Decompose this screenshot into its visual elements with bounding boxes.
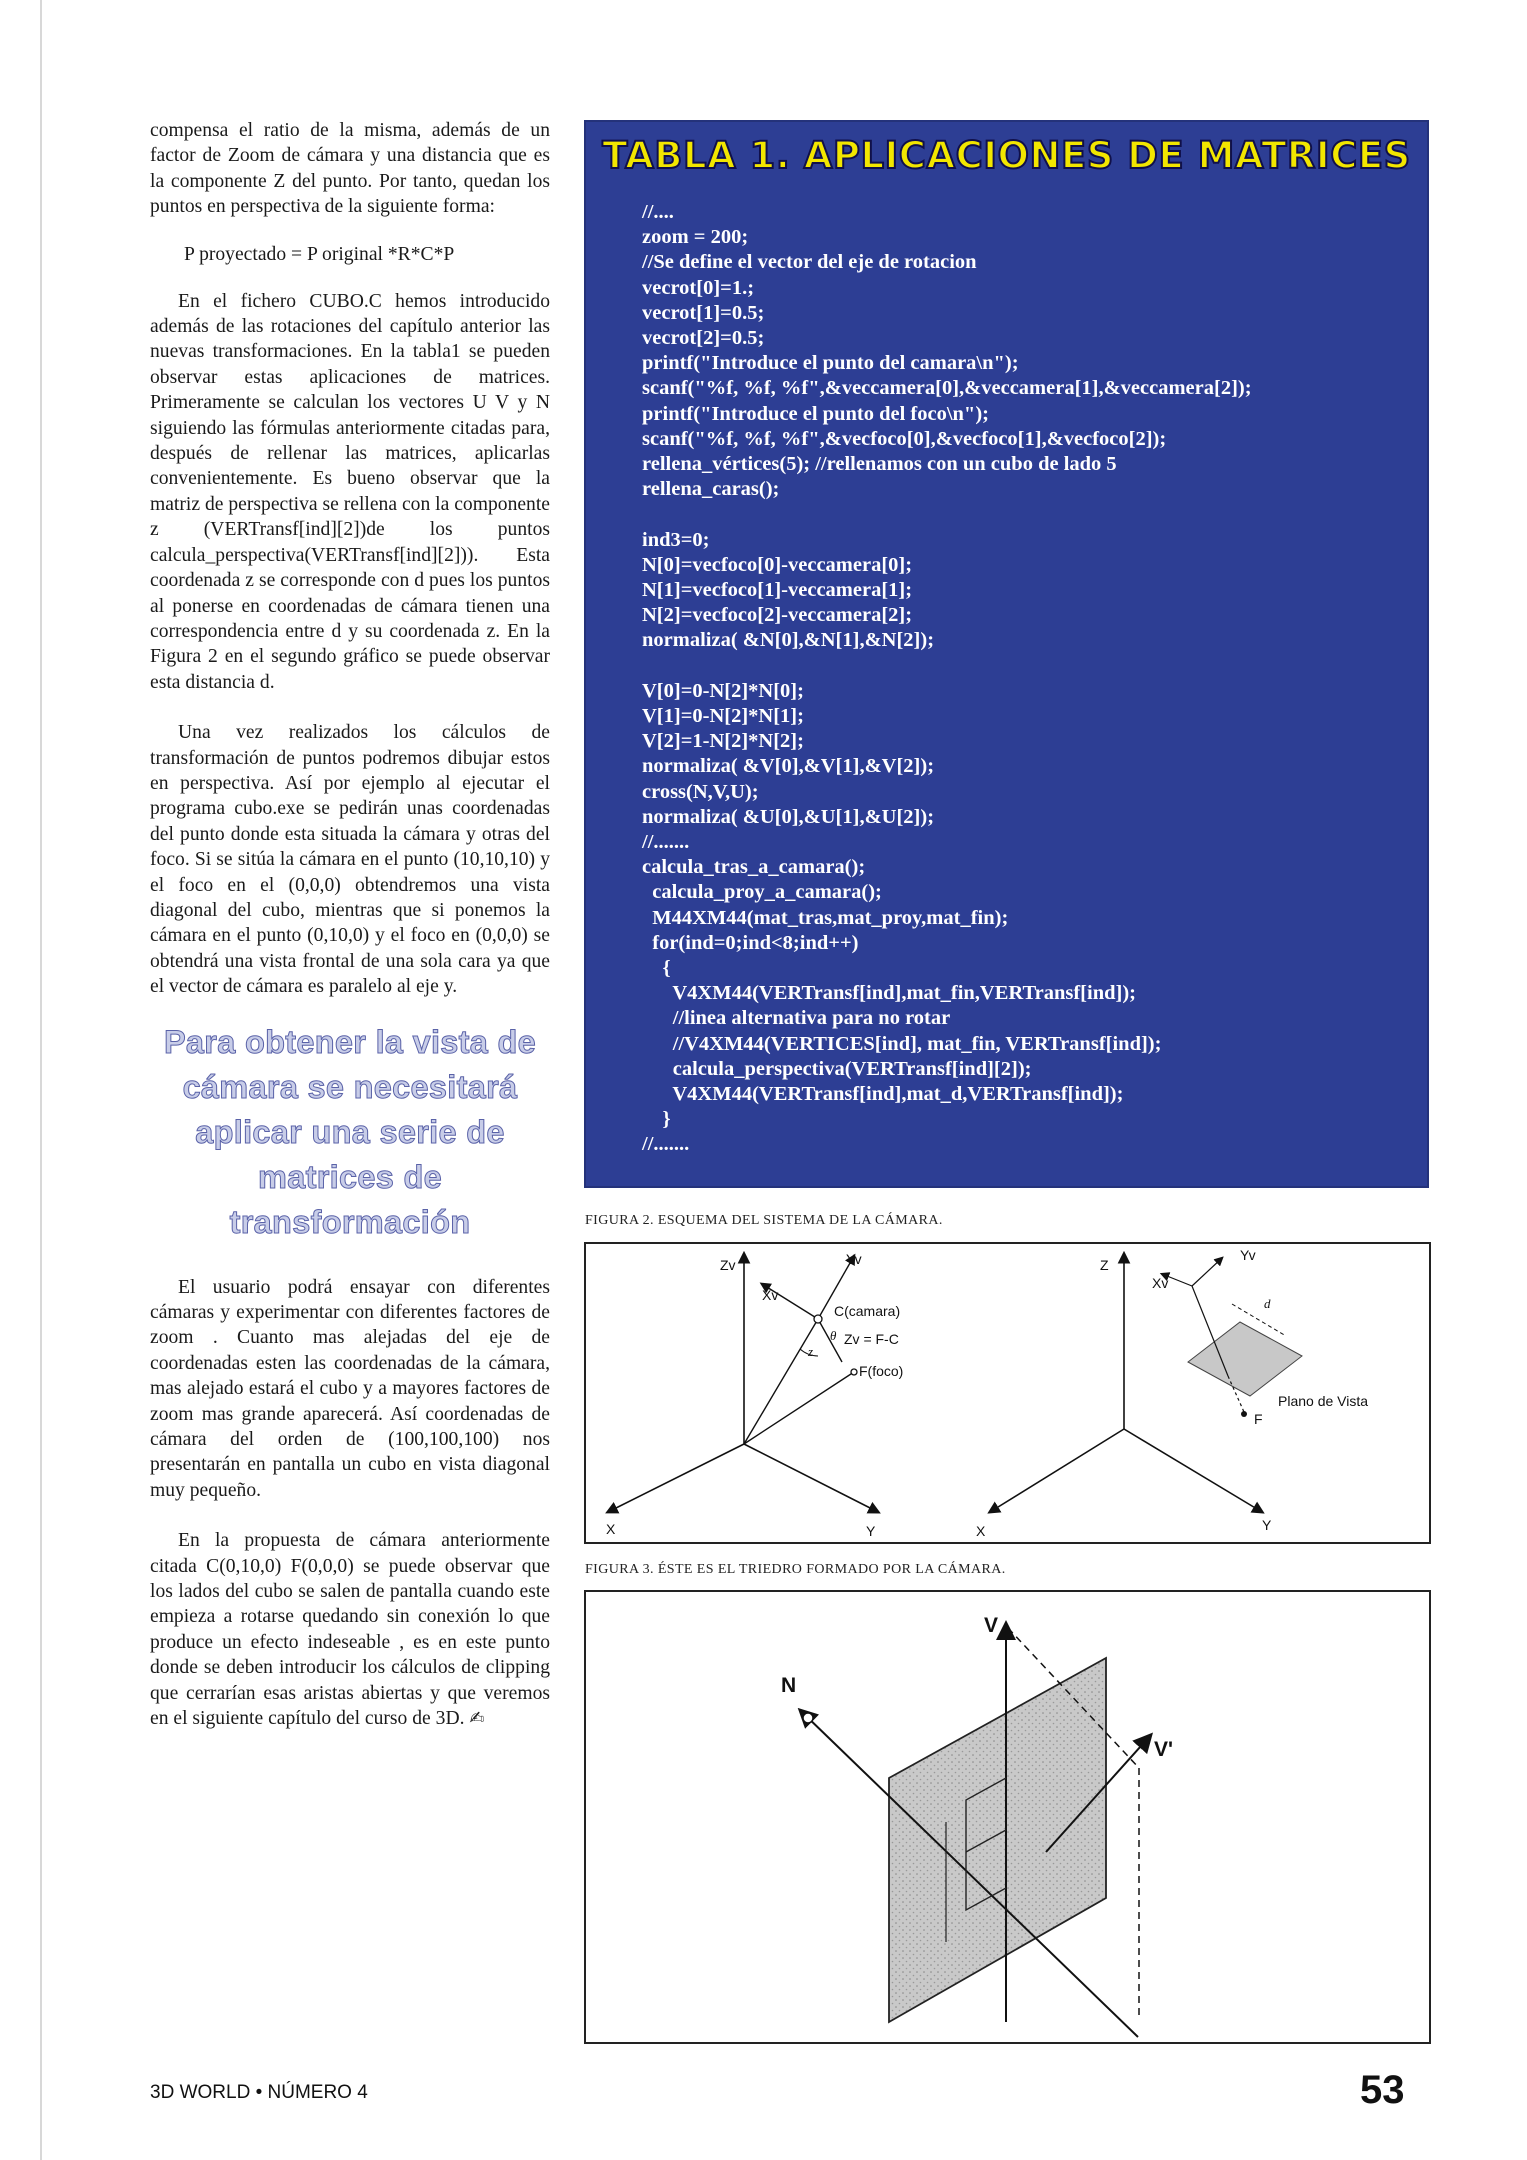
figure2-caption: FIGURA 2. ESQUEMA DEL SISTEMA DE LA CÁMARA. — [585, 1213, 943, 1228]
plano-label: Plano de Vista — [1278, 1393, 1369, 1409]
left-xv-label: Xv — [762, 1287, 779, 1303]
theta-label: θ — [830, 1328, 837, 1343]
code-line: //.... — [642, 201, 674, 223]
code-line: //linea alternativa para no rotar — [642, 1007, 951, 1030]
right-yv-label: Yv — [1240, 1247, 1256, 1263]
code-line: calcula_tras_a_camara(); — [642, 856, 866, 879]
code-line: //Se define el vector del eje de rotacion — [642, 251, 977, 274]
paragraph-zoom: El usuario podrá ensayar con diferentes cámaras y experimentar con diferentes factores de zoom . Cuanto mas alejadas del eje de coordenadas esten las coordenadas de la cámara, mas alejado estará el cubo y a mayores factores de zoom mas grande aparecerá. Así coordenadas de cámara del orden de (100,100,100) nos presentarán en pantalla un cubo en vista diagonal muy pequeño. — [150, 1276, 550, 1501]
code-line: { — [642, 957, 671, 980]
z-label: z — [808, 1344, 814, 1359]
code-line: calcula_perspectiva(VERTransf[ind][2]); — [642, 1057, 1032, 1080]
paragraph-cubo: En el fichero CUBO.C hemos introducido además de las rotaciones del capítulo anterior las nuevas transformaciones. En la tabla1 se pueden observar estas aplicaciones de matrices. Primeramente se calculan los vectores U V y N siguiendo las fórmulas anteriormente citadas para, después de rellenar las matrices, aplicarlas convenientemente. Es bueno observar que la matriz de perspectiva se rellena con la componente z (VERTransf[ind][2])de los puntos calcula_perspectiva(VERTransf[ind][2])). Esta coordenada z se corresponde con d pues los puntos al ponerse en coordenadas de cámara tienen una correspondencia entre d y su coordenada z. En la Figura 2 en el segundo gráfico se puede observar esta distancia d. — [150, 290, 550, 693]
zv-equation: Zv = F-C — [844, 1331, 899, 1347]
left-yv-label: Yv — [846, 1251, 862, 1267]
n-axis-label: N — [781, 1674, 797, 1697]
v-axis-label: V — [984, 1614, 999, 1637]
right-x-label: X — [976, 1523, 986, 1539]
right-xv-label: Xv — [1152, 1275, 1169, 1291]
camera-label: C(camara) — [834, 1303, 901, 1319]
figure3-box — [584, 1590, 1431, 2044]
right-world-axes — [990, 1254, 1262, 1512]
code-line: //....... — [642, 831, 690, 854]
code-line: vecrot[0]=1.; — [642, 276, 755, 299]
code-line: N[1]=vecfoco[1]-veccamera[1]; — [642, 579, 913, 602]
code-line — [642, 502, 1422, 527]
code-line: rellena_caras(); — [642, 478, 780, 501]
code-line: M44XM44(mat_tras,mat_proy,mat_fin); — [642, 906, 1009, 929]
code-line: rellena_vértices(5); //rellenamos con un cubo de lado 5 — [642, 453, 1117, 476]
code-line: normaliza( &U[0],&U[1],&U[2]); — [642, 805, 935, 828]
code-line: normaliza( &V[0],&V[1],&V[2]); — [642, 755, 935, 778]
article-column — [150, 118, 550, 1732]
code-line: V[2]=1-N[2]*N[2]; — [642, 730, 804, 753]
table1-title: TABLA 1. APLICACIONES DE MATRICES — [602, 134, 1411, 177]
code-line: ind3=0; — [642, 528, 710, 551]
code-line: calcula_proy_a_camara(); — [642, 881, 882, 904]
table1-panel — [584, 120, 1429, 1188]
figure2-diagram — [586, 1244, 1429, 1542]
f-label: F — [1254, 1411, 1263, 1427]
paragraph-calculos: Una vez realizados los cálculos de transformación de puntos podremos dibujar estos en perspectiva. Así por ejemplo al ejecutar el programa cubo.exe se pedirán unas coordenadas del punto donde esta situada la cámara y otras del foco. Si se sitúa la cámara en el punto (10,10,10) y el foco en el (0,0,0) obtendremos una vista diagonal del cubo, mientras que si ponemos la cámara en el punto (0,10,0) y el foco en (0,0,0) se obtendrá una vista frontal de una sola cara ya que el vector de cámara es paralelo al eje y. — [150, 722, 550, 998]
code-line — [642, 654, 1422, 679]
end-mark-icon: ✍ — [469, 1708, 485, 1730]
code-line: vecrot[2]=0.5; — [642, 327, 765, 350]
foco-label: F(foco) — [859, 1363, 904, 1379]
camera-trihedron — [802, 1626, 1149, 2037]
code-line: //....... — [642, 1133, 690, 1156]
paragraph-clipping-text: En la propuesta de cámara anteriormente citada C(0,10,0) F(0,0,0) se puede observar que los lados del cubo se salen de pantalla cuando este empieza a rotarse quedando sin conexión lo que produce un efecto indeseable , es en este punto donde se deben introducir los cálculos de clipping que cerrarían esas aristas abiertas y que veremos en el siguiente capítulo del curso de 3D. — [150, 1530, 550, 1730]
code-line: printf("Introduce el punto del foco\n"); — [642, 402, 989, 425]
magazine-footer: 3D WORLD • NÚMERO 4 — [150, 2082, 368, 2103]
code-line: printf("Introduce el punto del camara\n"); — [642, 352, 1019, 375]
right-y-label: Y — [1262, 1517, 1272, 1533]
code-line: vecrot[1]=0.5; — [642, 301, 765, 324]
code-line: N[0]=vecfoco[0]-veccamera[0]; — [642, 553, 913, 576]
left-zv-label: Zv — [720, 1257, 736, 1273]
d-label: d — [1264, 1296, 1271, 1311]
code-line: V[1]=0-N[2]*N[1]; — [642, 705, 804, 728]
left-x-label: X — [606, 1521, 616, 1537]
page-edge-rule — [40, 0, 42, 2160]
code-listing — [642, 200, 1422, 1158]
code-line: V4XM44(VERTransf[ind],mat_fin,VERTransf[ind]); — [642, 982, 1136, 1005]
right-z-label: Z — [1100, 1257, 1109, 1273]
pull-quote: Para obtener la vista de cámara se necesitará aplicar una serie de matrices de transformación — [163, 1023, 537, 1240]
left-y-label: Y — [866, 1523, 876, 1539]
code-line: scanf("%f, %f, %f",&vecfoco[0],&vecfoco[1],&vecfoco[2]); — [642, 427, 1167, 450]
code-line: normaliza( &N[0],&N[1],&N[2]); — [642, 629, 935, 652]
code-line: for(ind=0;ind<8;ind++) — [642, 931, 859, 954]
code-line: zoom = 200; — [642, 226, 749, 249]
left-camera-frame — [744, 1256, 857, 1444]
code-line: V[0]=0-N[2]*N[0]; — [642, 679, 804, 702]
code-line: cross(N,V,U); — [642, 780, 759, 803]
paragraph-clipping — [150, 1528, 550, 1731]
figure3-diagram — [586, 1592, 1429, 2042]
figure2-box — [584, 1242, 1431, 1544]
code-line: scanf("%f, %f, %f",&veccamera[0],&veccamera[1],&veccamera[2]); — [642, 377, 1252, 400]
paragraph-intro: compensa el ratio de la misma, además de un factor de Zoom de cámara y una distancia que es la componente Z del punto. Por tanto, quedan los puntos en perspectiva de la siguiente forma: — [150, 120, 550, 218]
code-line: } — [642, 1108, 671, 1131]
perspective-formula: P proyectado = P original *R*C*P — [184, 243, 455, 265]
code-line: //V4XM44(VERTICES[ind], mat_fin, VERTransf[ind]); — [642, 1032, 1162, 1055]
vprime-axis-label: V' — [1154, 1738, 1174, 1761]
code-line: V4XM44(VERTransf[ind],mat_d,VERTransf[ind]); — [642, 1083, 1124, 1106]
page-number: 53 — [1360, 2068, 1405, 2112]
figure3-caption: FIGURA 3. ÉSTE ES EL TRIEDRO FORMADO POR LA CÁMARA. — [585, 1562, 1006, 1577]
code-line: N[2]=vecfoco[2]-veccamera[2]; — [642, 604, 913, 627]
projection-plane — [889, 1658, 1106, 2022]
